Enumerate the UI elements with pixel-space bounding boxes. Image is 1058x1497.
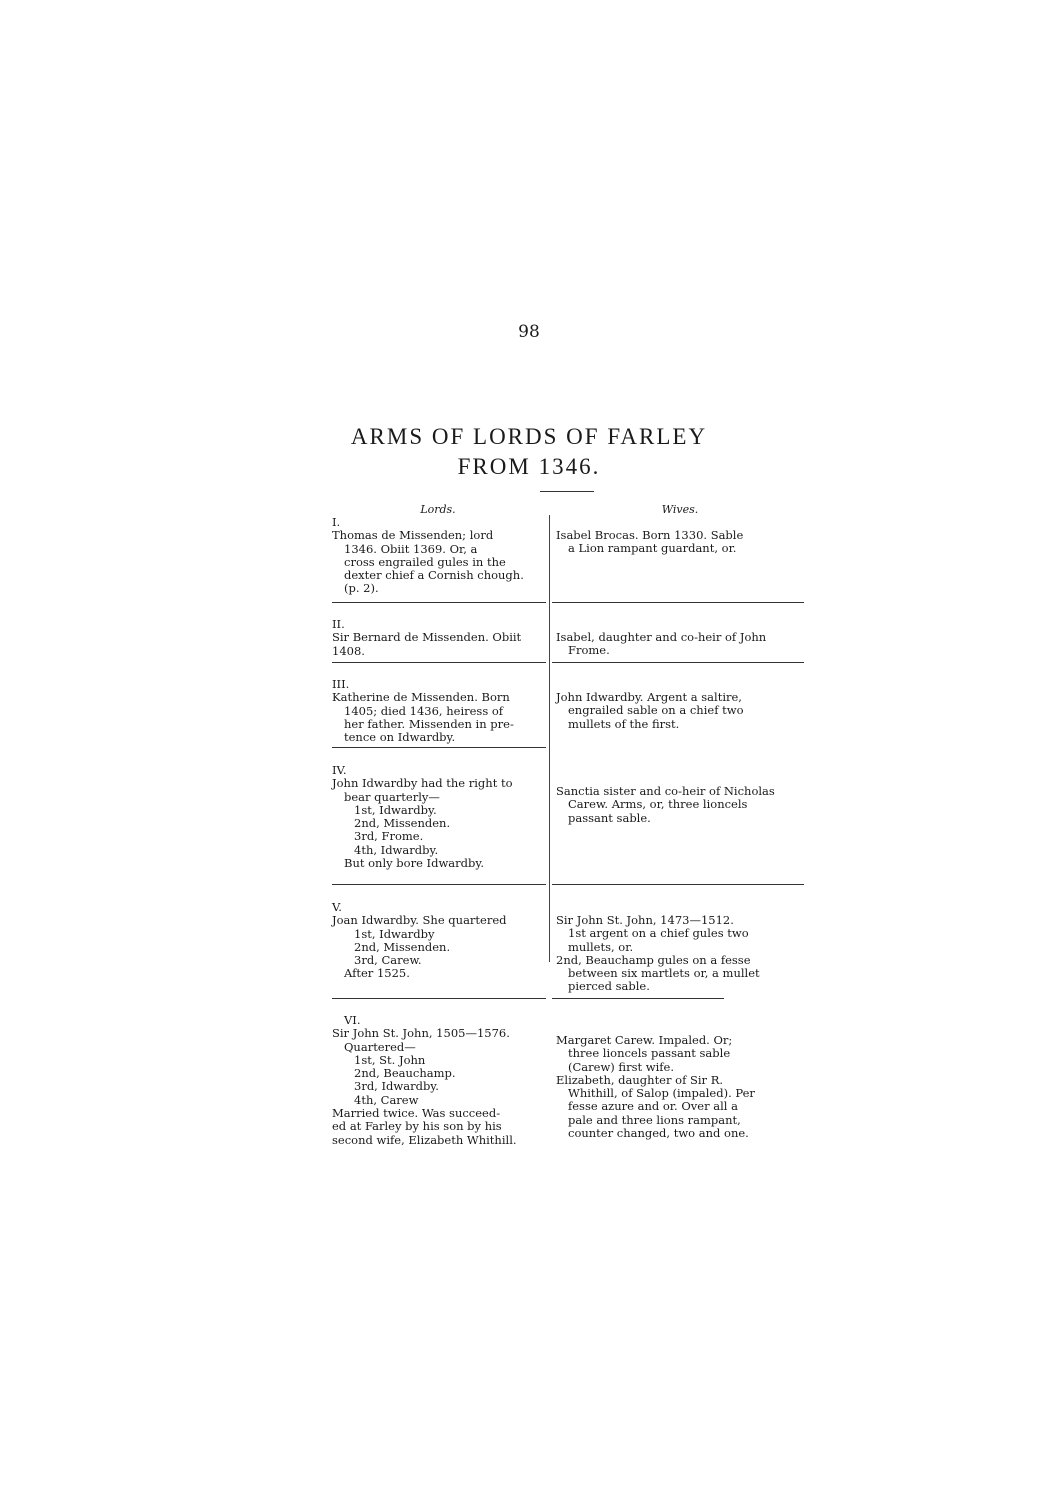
wife-line: Carew. Arms, or, three lioncels	[568, 797, 748, 812]
lord-line: 4th, Idwardby.	[354, 842, 439, 857]
wife-line: between six martlets or, a mullet	[568, 966, 760, 981]
column-divider	[549, 515, 550, 962]
lord-line: 3rd, Frome.	[354, 829, 424, 844]
entry-numeral: IV.	[332, 763, 347, 777]
wife-line: pierced sable.	[568, 979, 650, 994]
entry-numeral: VI.	[344, 1013, 361, 1027]
entry-rule	[552, 998, 724, 999]
wife-entry-6	[556, 1034, 804, 1140]
lord-line: bear quarterly—	[344, 789, 440, 804]
lord-line: 4th, Carew	[354, 1092, 419, 1107]
lord-line: After 1525.	[344, 966, 410, 981]
wife-line: 2nd, Beauchamp gules on a fesse	[556, 952, 751, 967]
column-header-wives: Wives.	[661, 503, 699, 516]
lord-entry-1	[332, 516, 546, 596]
wife-line: pale and three lions rampant,	[568, 1112, 741, 1127]
entry-rule	[332, 602, 546, 603]
lord-line: 1346. Obiit 1369. Or, a	[344, 541, 478, 556]
lord-line: 2nd, Missenden.	[354, 939, 451, 954]
wife-line: Margaret Carew. Impaled. Or;	[556, 1033, 733, 1047]
lord-line: 1st, St. John	[354, 1052, 426, 1067]
wife-entry-4	[556, 785, 804, 825]
wife-line: Whithill, of Salop (impaled). Per	[568, 1086, 755, 1101]
lord-line: Sir John St. John, 1505—1576.	[332, 1026, 510, 1041]
wife-entry-3	[556, 691, 804, 731]
wife-line: Elizabeth, daughter of Sir R.	[556, 1072, 724, 1087]
wife-line: Sanctia sister and co-heir of Nicholas	[556, 784, 775, 798]
column-header-lords: Lords.	[420, 503, 456, 516]
entry-numeral: II.	[332, 617, 345, 631]
lord-line: 1st, Idwardby	[354, 926, 435, 941]
lord-line: 2nd, Missenden.	[354, 816, 451, 831]
lord-entry-5	[332, 901, 546, 981]
wife-line: mullets of the first.	[568, 716, 680, 731]
wife-entry-2	[556, 631, 804, 658]
entry-numeral: V.	[332, 900, 342, 914]
entry-numeral: I.	[332, 515, 341, 529]
wife-line: Isabel Brocas. Born 1330. Sable	[556, 528, 744, 542]
lord-line: Joan Idwardby. She quartered	[332, 913, 507, 928]
entry-rule	[332, 884, 546, 885]
lord-line: 1408.	[332, 643, 365, 658]
wife-line: passant sable.	[568, 810, 651, 825]
entry-rule	[332, 998, 546, 999]
wife-line: Frome.	[568, 643, 610, 658]
lord-entry-3	[332, 678, 546, 744]
wife-entry-1	[556, 529, 804, 556]
lord-line: 1405; died 1436, heiress of	[344, 703, 504, 718]
page-number: 98	[518, 322, 540, 342]
wife-line: 1st argent on a chief gules two	[568, 926, 749, 941]
lord-line: her father. Missenden in pre-	[344, 716, 514, 731]
wife-line: John Idwardby. Argent a saltire,	[556, 690, 742, 704]
lord-entry-4	[332, 764, 546, 870]
wife-line: three lioncels passant sable	[568, 1046, 731, 1061]
title-rule	[540, 491, 594, 492]
wife-line: counter changed, two and one.	[568, 1126, 749, 1141]
lord-line: second wife, Elizabeth Whithill.	[332, 1132, 517, 1147]
lord-line: John Idwardby had the right to	[332, 776, 513, 791]
wife-line: (Carew) first wife.	[568, 1059, 675, 1074]
lord-entry-2	[332, 618, 546, 658]
wife-line: fesse azure and or. Over all a	[568, 1099, 738, 1114]
wife-line: Isabel, daughter and co-heir of John	[556, 630, 767, 644]
lord-line: Thomas de Missenden; lord	[332, 528, 494, 543]
entry-numeral: III.	[332, 677, 350, 691]
lord-line: Quartered—	[344, 1039, 416, 1054]
lord-line: But only bore Idwardby.	[344, 856, 484, 871]
wife-line: mullets, or.	[568, 939, 634, 954]
wife-entry-5	[556, 914, 804, 994]
entry-rule	[552, 662, 804, 663]
page-subtitle: FROM 1346.	[457, 454, 601, 479]
lord-line: 3rd, Carew.	[354, 953, 422, 968]
lord-line: 1st, Idwardby.	[354, 802, 437, 817]
lord-line: Sir Bernard de Missenden. Obiit	[332, 630, 522, 645]
lord-line: dexter chief a Cornish chough.	[344, 568, 524, 583]
lord-line: 3rd, Idwardby.	[354, 1079, 439, 1094]
lord-line: ed at Farley by his son by his	[332, 1119, 502, 1134]
entry-rule	[332, 747, 546, 748]
lord-line: Katherine de Missenden. Born	[332, 690, 510, 705]
lord-line: cross engrailed gules in the	[344, 554, 506, 569]
wife-line: engrailed sable on a chief two	[568, 703, 744, 718]
entry-rule	[552, 602, 804, 603]
lord-line: Married twice. Was succeed-	[332, 1106, 501, 1121]
page-title: ARMS OF LORDS OF FARLEY	[350, 424, 708, 449]
lord-entry-6	[332, 1014, 546, 1147]
lord-line: tence on Idwardby.	[344, 730, 456, 745]
entry-rule	[332, 662, 546, 663]
lord-line: 2nd, Beauchamp.	[354, 1066, 456, 1081]
lord-line: (p. 2).	[344, 581, 379, 596]
entry-rule	[552, 884, 804, 885]
wife-line: a Lion rampant guardant, or.	[568, 541, 737, 556]
wife-line: Sir John St. John, 1473—1512.	[556, 913, 734, 927]
